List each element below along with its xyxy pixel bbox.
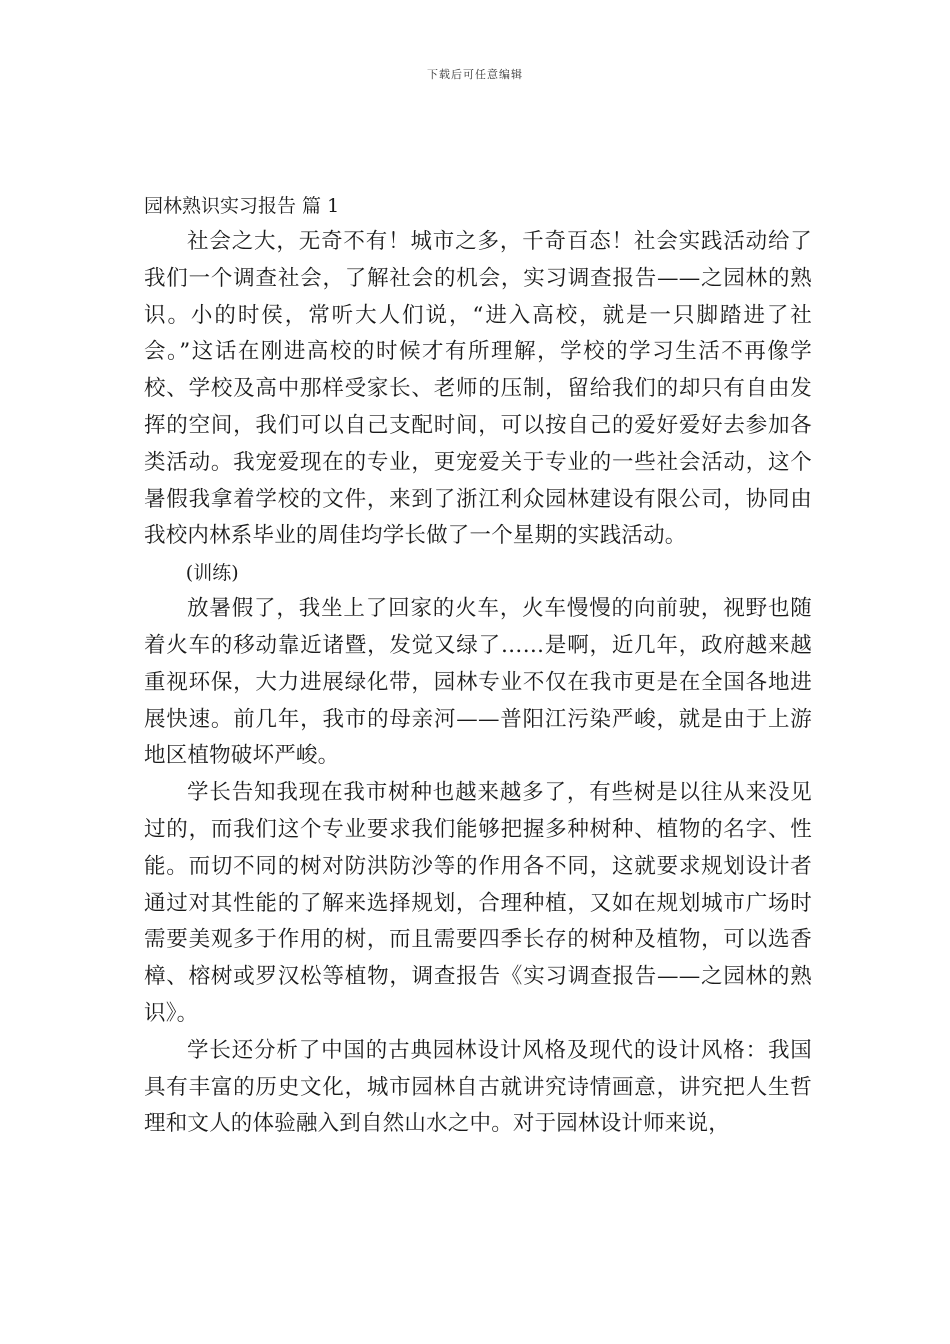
page-header-note: 下载后可任意编辑 [427, 68, 523, 81]
paragraph-summer-train: 放暑假了，我坐上了回家的火车，火车慢慢的向前驶，视野也随着火车的移动靠近诸暨，发觉又绿了……是啊，近几年，政府越来越重视环保，大力进展绿化带，园林专业不仅在我市更是在全国各地进展快速。前几年，我市的母亲河——普阳江污染严峻，就是由于上游地区植物破坏严峻。 [144, 596, 812, 769]
document-title: 园林熟识实习报告 篇 1 [144, 195, 340, 217]
paragraph-training-note: (训练) [185, 562, 239, 585]
paragraph-intro: 社会之大，无奇不有！城市之多，千奇百态！社会实践活动给了我们一个调查社会，了解社会的机会，实习调查报告——之园林的熟识。小的时侯，常听大人们说，“进入高校，就是一只脚踏进了社会。”这话在刚进高校的时候才有所理解，学校的学习生活不再像学校、学校及高中那样受家长、老师的压制，留给我们的却只有自由发挥的空间，我们可以自己支配时间，可以按自己的爱好爱好去参加各类活动。我宠爱现在的专业，更宠爱关于专业的一些社会活动，这个暑假我拿着学校的文件，来到了浙江利众园林建设有限公司，协同由我校内林系毕业的周佳均学长做了一个星期的实践活动。 [144, 229, 812, 549]
paragraph-design-style: 学长还分析了中国的古典园林设计风格及现代的设计风格：我国具有丰富的历史文化，城市园林自古就讲究诗情画意，讲究把人生哲理和文人的体验融入到自然山水之中。对于园林设计师来说， [144, 1037, 812, 1137]
document-body [144, 188, 812, 1143]
paragraph-tree-species: 学长告知我现在我市树种也越来越多了，有些树是以往从来没见过的，而我们这个专业要求我们能够把握多种树种、植物的名字、性能。而切不同的树对防洪防沙等的作用各不同，这就要求规划设计者通过对其性能的了解来选择规划，合理种植，又如在规划城市广场时需要美观多于作用的树，而且需要四季长存的树种及植物，可以选香樟、榕树或罗汉松等植物，调查报告《实习调查报告——之园林的熟识》。 [144, 780, 812, 1026]
